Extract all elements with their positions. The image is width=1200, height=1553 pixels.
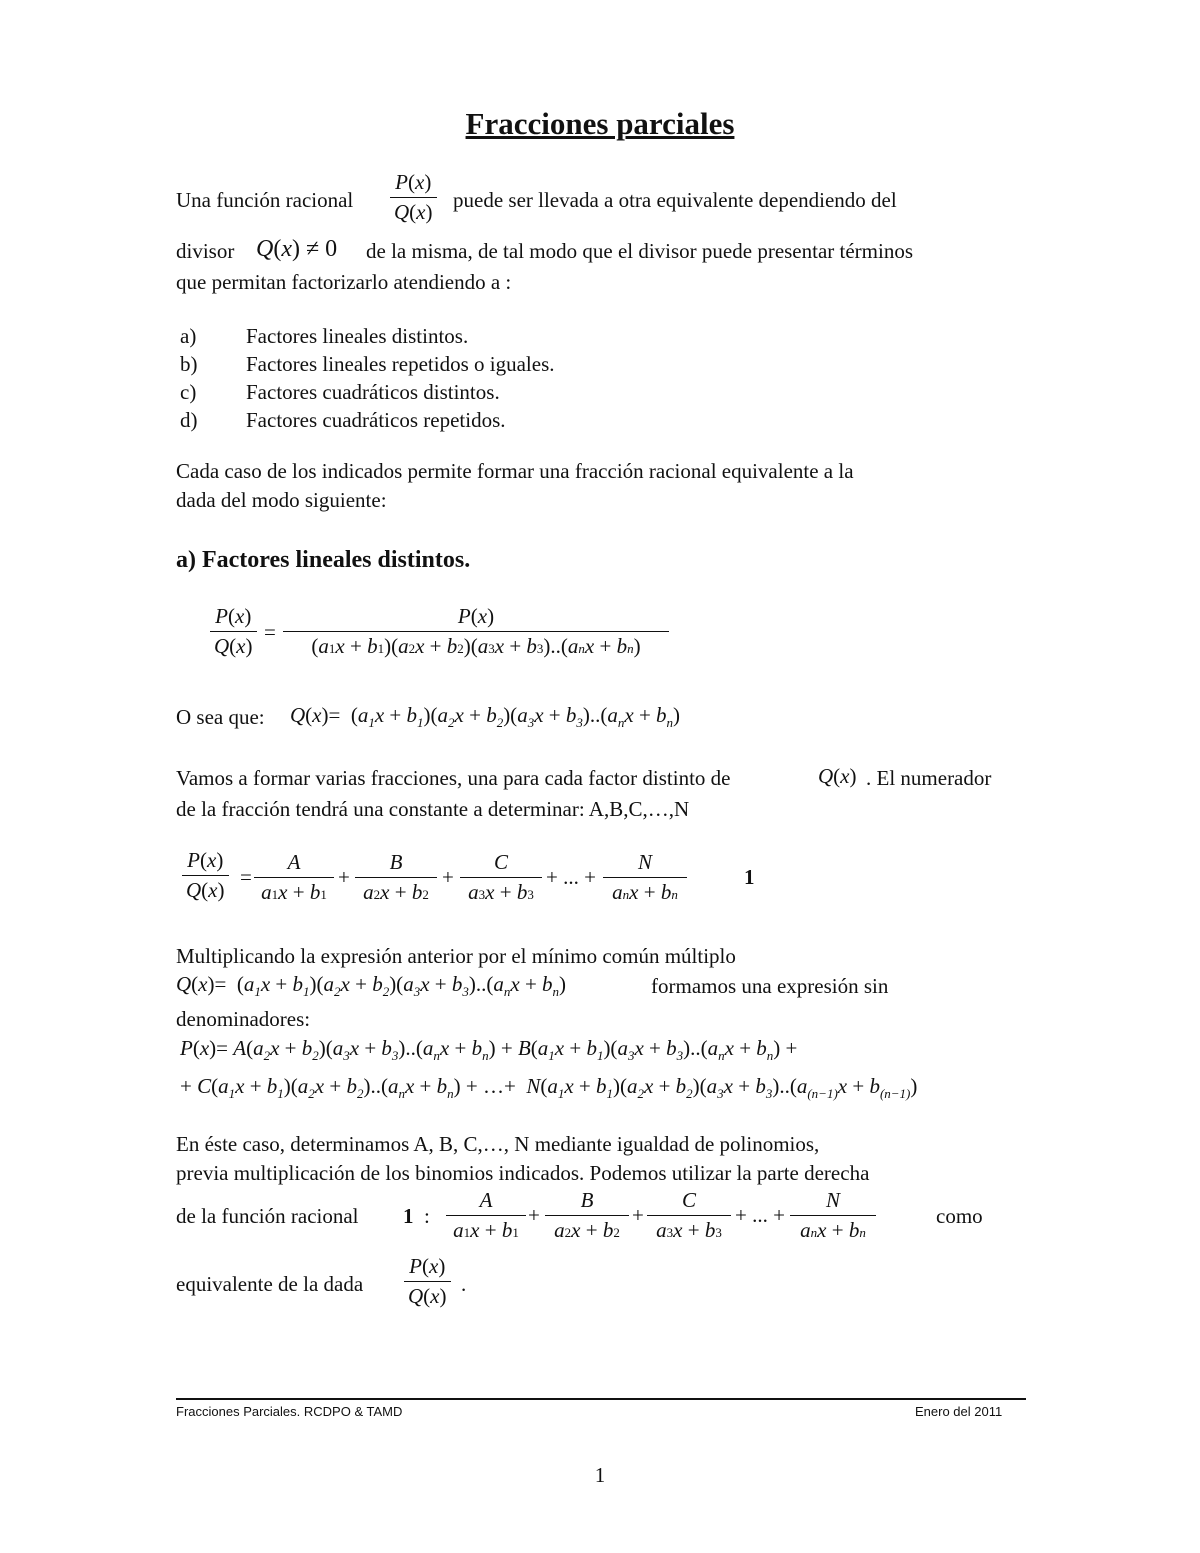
final-period: . bbox=[461, 1272, 467, 1296]
rhs-term-a: $\frac{A}{a1x + b1}$ bbox=[446, 1190, 526, 1241]
page-number: 1 bbox=[594, 1463, 606, 1487]
rhs-term-n: N anx + bn bbox=[790, 1190, 876, 1241]
cada-caso-line-1: Cada caso de los indicados permite formar una fracción racional equivalente a la bbox=[176, 459, 854, 483]
en-este-line-3: de la función racional bbox=[176, 1204, 359, 1228]
eq1-term-n: N anx + bn bbox=[603, 852, 687, 903]
cada-caso-line-2: dada del modo siguiente: bbox=[176, 488, 387, 512]
rhs-term-b: $\frac{B}{a2x + b2}$ bbox=[545, 1190, 629, 1241]
equation-rhs-fraction: P(x) (a1x + b1)(a2x + b2)(a3x + b3)..(anx + bn) bbox=[283, 606, 669, 657]
plus-sign: + bbox=[338, 865, 350, 889]
expanded-equation-line-2: + $C(a_1x + b_1)(a_2x + b_2)..(a_nx + b_n)$ + …+ $N(a_1x + b_1)(a_2x + b_2)(a_3x + b_3)..(a_{(n-1)}x + b_{(n-1)})$ bbox=[180, 1074, 918, 1101]
intro-line-3: que permitan factorizarlo atendiendo a : bbox=[176, 270, 512, 294]
vamos-line-1: Vamos a formar varias fracciones, una para cada factor distinto de bbox=[176, 766, 731, 790]
vamos-line-1-end: . El numerador bbox=[866, 766, 992, 790]
list-item: a) Factores lineales distintos. bbox=[180, 324, 469, 348]
plus-sign: + bbox=[528, 1203, 540, 1227]
equation-number: 1 bbox=[744, 865, 755, 889]
cases-list bbox=[180, 322, 555, 434]
eq1-term-c: $\frac{C}{a3x + b3}$ bbox=[460, 852, 542, 903]
en-este-line-2: previa multiplicación de los binomios indicados. Podemos utilizar la parte derecha bbox=[176, 1161, 870, 1185]
list-item: c) Factores cuadráticos distintos. bbox=[180, 380, 500, 404]
expanded-equation-line-1: $P(x)= A(a_2x + b_2)(a_3x + b_3)..(a_nx + b_n) + B(a_1x + b_1)(a_3x + b_3)..(a_nx + b_n)$ + bbox=[180, 1036, 798, 1063]
equation-reference: 1 bbox=[403, 1204, 414, 1228]
rhs-term-c: $\frac{C}{a3x + b3}$ bbox=[647, 1190, 731, 1241]
mult-line-3: denominadores: bbox=[176, 1007, 311, 1031]
equivalente-label: equivalente de la dada bbox=[176, 1272, 364, 1296]
en-este-line-1: En éste caso, determinamos A, B, C,…, N mediante igualdad de polinomios, bbox=[176, 1132, 820, 1156]
math-q-of-x: Q(x) bbox=[818, 764, 857, 788]
section-heading-a: a) Factores lineales distintos. bbox=[176, 547, 471, 573]
eq1-equals: = bbox=[240, 865, 252, 889]
list-item: b) Factores lineales repetidos o iguales. bbox=[180, 352, 555, 376]
mult-line-2-end: formamos una expresión sin bbox=[651, 974, 889, 998]
intro-line-2-start: divisor bbox=[176, 239, 235, 263]
list-item: d) Factores cuadráticos repetidos. bbox=[180, 408, 506, 432]
plus-sign: + bbox=[632, 1203, 644, 1227]
plus-sign: + bbox=[442, 865, 454, 889]
o-sea-label: O sea que: bbox=[176, 705, 265, 729]
intro-line-2-end: de la misma, de tal modo que el divisor puede presentar términos bbox=[366, 239, 914, 263]
footer-left-text: Fracciones Parciales. RCDPO & TAMD bbox=[176, 1404, 403, 1419]
eq1-term-b: $\frac{B}{a2x + b2}$ bbox=[355, 852, 437, 903]
fraction-p-over-q-final: $\frac{P(x)}{Q(x)}$ bbox=[404, 1256, 451, 1307]
eq1-lhs-fraction: $\frac{P(x)}{Q(x)}$ bbox=[182, 850, 229, 901]
equation-lhs-fraction: $\frac{P(x)}{Q(x)}$ bbox=[210, 606, 257, 657]
q-factorization: $Q(x)= (a_1x + b_1)(a_2x + b_2)(a_3x + b_3)..(a_nx + b_n)$ bbox=[290, 703, 681, 730]
equals-sign: = bbox=[264, 620, 276, 644]
page-title: Fracciones parciales bbox=[465, 106, 735, 141]
colon: : bbox=[424, 1204, 430, 1228]
como-label: como bbox=[936, 1204, 983, 1228]
footer-divider bbox=[176, 1398, 1026, 1400]
q-factorization-2: $Q(x)= (a_1x + b_1)(a_2x + b_2)(a_3x + b_3)..(a_nx + b_n)$ bbox=[176, 972, 567, 999]
mult-line-1: Multiplicando la expresión anterior por el mínimo común múltiplo bbox=[176, 944, 736, 968]
ellipsis-terms: + ... + bbox=[735, 1203, 785, 1227]
footer-date: Enero del 2011 bbox=[915, 1404, 1003, 1419]
vamos-line-2: de la fracción tendrá una constante a determinar: A,B,C,…,N bbox=[176, 797, 690, 821]
math-q-not-zero: Q(x) ≠ 0 bbox=[256, 236, 338, 262]
intro-line-1-start: Una función racional bbox=[176, 188, 354, 212]
fraction-p-over-q: $\frac{P(x)}{Q(x)}$ bbox=[390, 172, 437, 223]
eq1-term-a: $\frac{A}{a1x + b1}$ bbox=[254, 852, 334, 903]
ellipsis-terms: + ... + bbox=[546, 865, 596, 889]
intro-line-1-end: puede ser llevada a otra equivalente dependiendo del bbox=[453, 188, 897, 212]
